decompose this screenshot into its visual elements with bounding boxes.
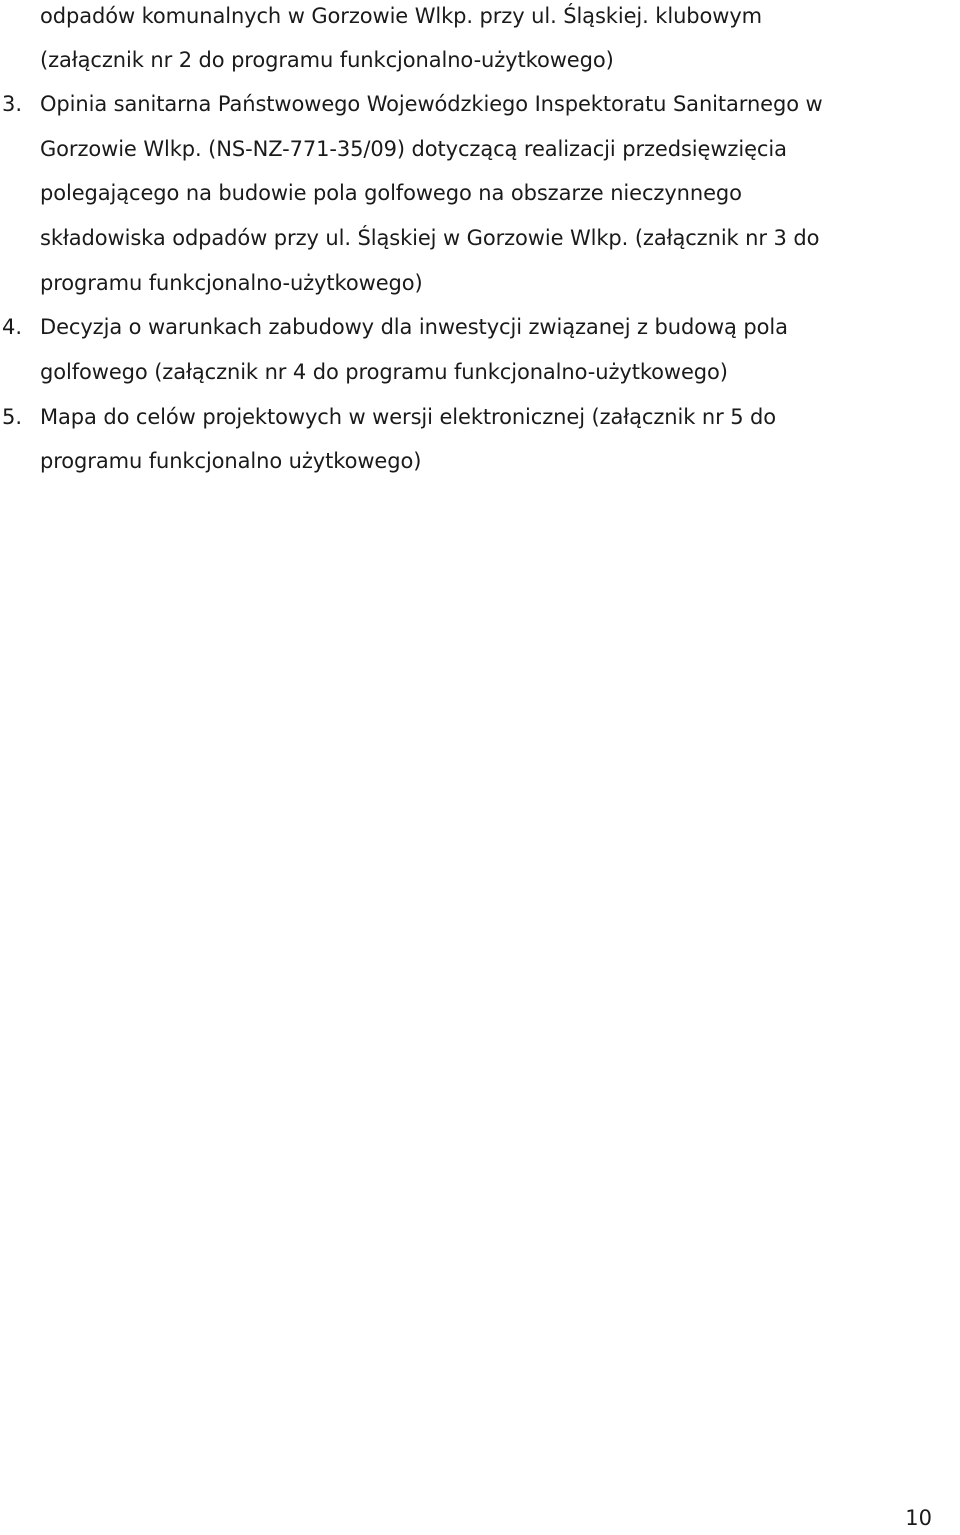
text-line-11: programu funkcjonalno użytkowego): [40, 449, 422, 473]
list-number-3: 3.: [2, 92, 23, 116]
text-line-9: golfowego (załącznik nr 4 do programu funkcjonalno-użytkowego): [40, 360, 728, 384]
text-line-5: polegającego na budowie pola golfowego na obszarze nieczynnego: [40, 181, 742, 205]
text-line-3: Opinia sanitarna Państwowego Wojewódzkiego Inspektoratu Sanitarnego w: [40, 92, 823, 116]
text-line-7: programu funkcjonalno-użytkowego): [40, 271, 423, 295]
text-line-4: Gorzowie Wlkp. (NS-NZ-771-35/09) dotyczącą realizacji przedsięwzięcia: [40, 137, 787, 161]
text-line-10: Mapa do celów projektowych w wersji elektronicznej (załącznik nr 5 do: [40, 405, 777, 429]
page-number: 10: [905, 1506, 932, 1530]
text-line-2: (załącznik nr 2 do programu funkcjonalno-użytkowego): [40, 48, 614, 72]
text-line-6: składowiska odpadów przy ul. Śląskiej w Gorzowie Wlkp. (załącznik nr 3 do: [40, 226, 820, 250]
list-number-5: 5.: [2, 405, 23, 429]
text-line-1: odpadów komunalnych w Gorzowie Wlkp. przy ul. Śląskiej. klubowym: [40, 4, 763, 28]
text-line-8: Decyzja o warunkach zabudowy dla inwestycji związanej z budową pola: [40, 315, 788, 339]
list-number-4: 4.: [2, 315, 23, 339]
